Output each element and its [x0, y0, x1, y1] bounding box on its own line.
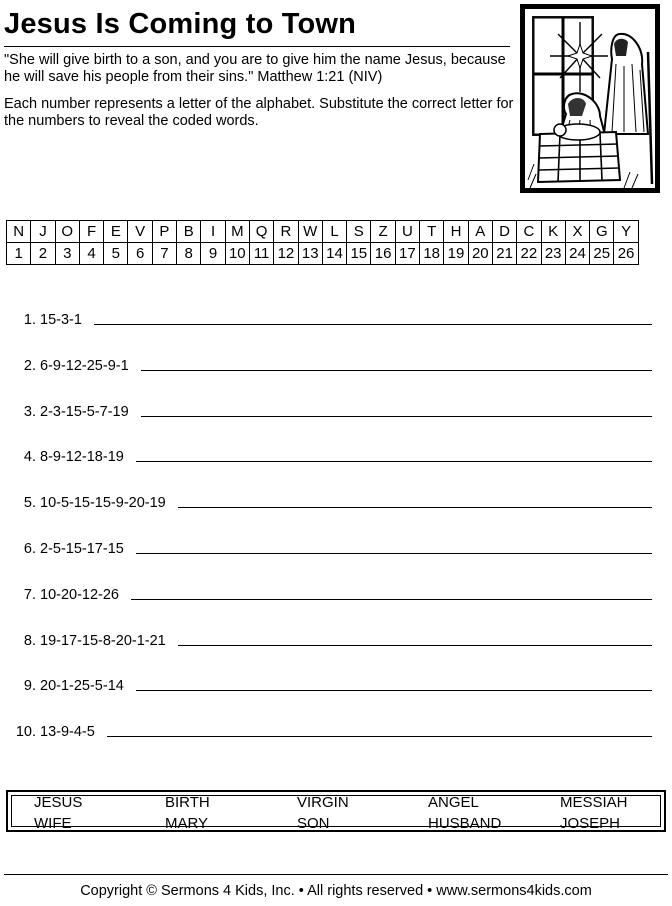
cipher-letter-cell: A — [468, 221, 492, 243]
answer-line[interactable] — [136, 690, 652, 691]
cipher-letter-cell: V — [128, 221, 152, 243]
word-bank-word: WIFE — [34, 815, 72, 832]
cipher-letter-cell: S — [347, 221, 371, 243]
answer-line[interactable] — [178, 507, 652, 508]
word-bank — [6, 790, 666, 832]
cipher-letter-cell: Q — [249, 221, 273, 243]
answer-line[interactable] — [136, 461, 652, 462]
cipher-letter-cell: X — [565, 221, 589, 243]
question-row — [12, 533, 652, 557]
cipher-number-cell: 5 — [104, 243, 128, 265]
answer-line[interactable] — [94, 324, 652, 325]
question-row — [12, 716, 652, 740]
word-bank-word: VIRGIN — [297, 794, 349, 811]
cipher-number-cell: 13 — [298, 243, 322, 265]
question-code: 10-5-15-15-9-20-19 — [40, 495, 166, 512]
answer-line[interactable] — [107, 736, 652, 737]
cipher-letter-cell: H — [444, 221, 468, 243]
question-row — [12, 350, 652, 374]
cipher-letter-cell: E — [104, 221, 128, 243]
instructions: Each number represents a letter of the alphabet. Substitute the correct letter for the numbers to reveal the coded words. — [4, 96, 514, 129]
cipher-number-cell: 7 — [152, 243, 176, 265]
cipher-number-cell: 9 — [201, 243, 225, 265]
cipher-number-cell: 10 — [225, 243, 249, 265]
question-row — [12, 304, 652, 328]
cipher-letter-cell: U — [395, 221, 419, 243]
question-code: 2-3-15-5-7-19 — [40, 403, 129, 420]
cipher-letter-cell: B — [177, 221, 201, 243]
page-title: Jesus Is Coming to Town — [4, 8, 357, 40]
cipher-number-cell: 15 — [347, 243, 371, 265]
cipher-letter-cell: L — [322, 221, 346, 243]
cipher-number-cell: 17 — [395, 243, 419, 265]
answer-line[interactable] — [136, 553, 652, 554]
word-bank-word: HUSBAND — [428, 815, 502, 832]
cipher-letter-cell: J — [31, 221, 55, 243]
cipher-number-cell: 11 — [249, 243, 273, 265]
question-number: 1. — [23, 312, 36, 328]
cipher-number-cell: 1 — [7, 243, 31, 265]
word-bank-word: ANGEL — [428, 794, 479, 811]
cipher-letter-cell: G — [590, 221, 614, 243]
question-number: 4. — [23, 449, 36, 466]
cipher-letter-cell: F — [79, 221, 103, 243]
cipher-number-cell: 21 — [492, 243, 516, 265]
cipher-letter-cell: Z — [371, 221, 395, 243]
cipher-numbers-row — [7, 243, 639, 265]
question-number: 10. — [15, 724, 36, 741]
title-underline — [4, 46, 510, 47]
question-code: 19-17-15-8-20-1-21 — [40, 632, 166, 649]
question-row — [12, 487, 652, 511]
question-code: 2-5-15-17-15 — [40, 541, 124, 557]
question-number: 9. — [23, 678, 36, 695]
question-row — [12, 579, 652, 603]
cipher-number-cell: 2 — [31, 243, 55, 265]
word-bank-word: JOSEPH — [560, 815, 621, 832]
cipher-letter-cell: R — [274, 221, 298, 243]
answer-line[interactable] — [141, 370, 652, 371]
verse-quote: "She will give birth to a son, and you are to give him the name Jesus, because he will save his people from their sins." — [4, 52, 506, 85]
copyright-footer: Copyright © Sermons 4 Kids, Inc. • All rights reserved • www.sermons4kids.com — [80, 883, 592, 899]
cipher-letter-cell: C — [517, 221, 541, 243]
cipher-letter-cell: M — [225, 221, 249, 243]
cipher-number-cell: 18 — [420, 243, 444, 265]
cipher-letter-cell: W — [298, 221, 322, 243]
answer-line[interactable] — [141, 416, 652, 417]
cipher-letter-cell: D — [492, 221, 516, 243]
cipher-letter-cell: Y — [614, 221, 638, 243]
question-number: 7. — [23, 586, 36, 603]
question-number: 2. — [23, 357, 36, 374]
question-row — [12, 625, 652, 649]
cipher-number-cell: 12 — [274, 243, 298, 265]
question-number: 8. — [23, 632, 36, 649]
question-row — [12, 670, 652, 694]
cipher-number-cell: 19 — [444, 243, 468, 265]
cipher-number-cell: 22 — [517, 243, 541, 265]
cipher-number-cell: 16 — [371, 243, 395, 265]
question-row — [12, 441, 652, 465]
question-number: 6. — [23, 541, 36, 557]
word-bank-word: MESSIAH — [560, 794, 628, 811]
question-number: 5. — [23, 495, 36, 512]
answer-line[interactable] — [178, 645, 652, 646]
question-code: 20-1-25-5-14 — [40, 678, 124, 695]
question-code: 15-3-1 — [40, 312, 82, 328]
cipher-number-cell: 20 — [468, 243, 492, 265]
question-row — [12, 396, 652, 420]
cipher-letter-cell: P — [152, 221, 176, 243]
cipher-number-cell: 6 — [128, 243, 152, 265]
scripture-verse — [4, 52, 519, 86]
cipher-letter-cell: K — [541, 221, 565, 243]
cipher-letter-cell: N — [7, 221, 31, 243]
cipher-letter-cell: O — [55, 221, 79, 243]
question-number: 3. — [23, 403, 36, 420]
cipher-number-cell: 4 — [79, 243, 103, 265]
cipher-number-cell: 25 — [590, 243, 614, 265]
footer-divider — [4, 874, 668, 875]
nativity-scene-image — [520, 4, 660, 193]
word-bank-word: SON — [297, 815, 330, 832]
cipher-letters-row — [7, 221, 639, 243]
cipher-letter-cell: T — [420, 221, 444, 243]
cipher-number-cell: 23 — [541, 243, 565, 265]
cipher-number-cell: 8 — [177, 243, 201, 265]
cipher-number-cell: 3 — [55, 243, 79, 265]
cipher-number-cell: 24 — [565, 243, 589, 265]
answer-line[interactable] — [131, 599, 652, 600]
cipher-number-cell: 14 — [322, 243, 346, 265]
cipher-key-table — [6, 220, 639, 265]
question-code: 10-20-12-26 — [40, 586, 119, 603]
cipher-number-cell: 26 — [614, 243, 638, 265]
word-bank-word: JESUS — [34, 794, 83, 811]
question-code: 6-9-12-25-9-1 — [40, 357, 129, 374]
verse-reference: Matthew 1:21 (NIV) — [257, 69, 383, 85]
cipher-letter-cell: I — [201, 221, 225, 243]
question-code: 8-9-12-18-19 — [40, 449, 124, 466]
word-bank-word: MARY — [165, 815, 209, 832]
question-code: 13-9-4-5 — [40, 724, 95, 741]
word-bank-word: BIRTH — [165, 794, 210, 811]
